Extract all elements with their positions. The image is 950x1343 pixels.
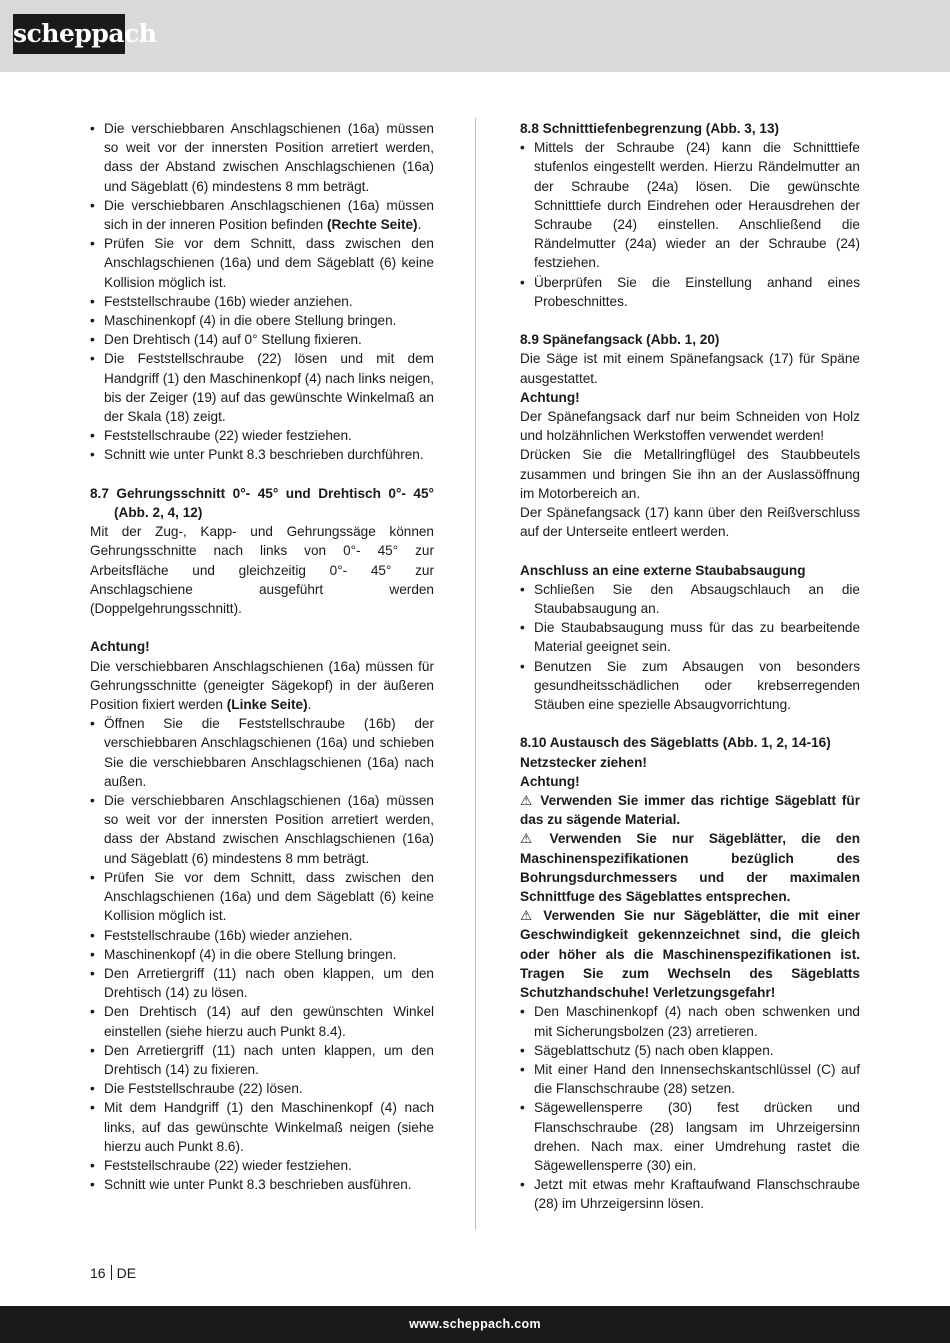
list-item: • Die verschiebbaren Anschlagschienen (16a) müssen so weit vor der innersten Position arretiert werden, dass der Abstand zwischen Anschlagschienen (16a) und Sägeblatt (6) mindestens 8 mm beträgt. bbox=[90, 791, 434, 868]
list-item: • Den Arretiergriff (11) nach unten klappen, um den Drehtisch (14) zu fixieren. bbox=[90, 1041, 434, 1079]
list-item: • Die verschiebbaren Anschlagschienen (16a) müssen so weit vor der innersten Position arretiert werden, dass der Abstand zwischen Anschlagschienen (16a) und Sägeblatt (6) mindestens 8 mm beträgt. bbox=[90, 119, 434, 196]
list-item: • Maschinenkopf (4) in die obere Stellung bringen. bbox=[90, 311, 434, 330]
left-column bbox=[90, 119, 434, 1194]
bullet-list-blade-change bbox=[520, 1002, 860, 1213]
list-item: • Die Feststellschraube (22) lösen und mit dem Handgriff (1) den Maschinenkopf (4) nach links neigen, bis der Zeiger (19) auf das gewünschte Winkelmaß an der Skala (18) zeigt. bbox=[90, 349, 434, 426]
list-item: • Mittels der Schraube (24) kann die Schnitttiefe stufenlos eingestellt werden. Hierzu Rändelmutter an der Schraube (24a) lösen. Die gewünschte Schnitttiefe durch Eindrehen oder Herausdrehen der Schraube (24) einstellen. Anschließend die Rändelmutter (24a) wieder an der Schraube (24) festziehen. bbox=[520, 138, 860, 272]
warning-label: Achtung! bbox=[90, 639, 150, 655]
list-item: • Benutzen Sie zum Absaugen von besonders gesundheitsschädlichen oder krebserregenden Stäuben eine spezielle Absaugvorrichtung. bbox=[520, 657, 860, 715]
list-item: • Feststellschraube (16b) wieder anziehen. bbox=[90, 926, 434, 945]
list-item: • Feststellschraube (16b) wieder anziehen. bbox=[90, 292, 434, 311]
list-item: • Mit dem Handgriff (1) den Maschinenkopf (4) nach links, auf das gewünschte Winkelmaß neigen (siehe hierzu auch Punkt 8.6). bbox=[90, 1098, 434, 1156]
warning-triangle-icon bbox=[520, 908, 543, 923]
list-item: • Feststellschraube (22) wieder festziehen. bbox=[90, 426, 434, 445]
list-item: • Überprüfen Sie die Einstellung anhand eines Probeschnittes. bbox=[520, 273, 860, 311]
list-item: • Mit einer Hand den Innensechskantschlüssel (C) auf die Flanschschraube (28) setzen. bbox=[520, 1060, 860, 1098]
bullet-list-dust-extraction bbox=[520, 580, 860, 714]
list-item: • Den Arretiergriff (11) nach oben klappen, um den Drehtisch (14) zu lösen. bbox=[90, 964, 434, 1002]
list-item: • Sägeblattschutz (5) nach oben klappen. bbox=[520, 1041, 860, 1060]
bullet-list-cut-depth bbox=[520, 138, 860, 311]
list-item: • Schnitt wie unter Punkt 8.3 beschrieben ausführen. bbox=[90, 1175, 434, 1194]
bullet-list-double-miter bbox=[90, 714, 434, 1194]
warning-label: Achtung! bbox=[520, 389, 580, 405]
section-heading-8-10: 8.10 Austausch des Sägeblatts (Abb. 1, 2, 14-16) bbox=[520, 735, 831, 751]
warning-item: ⚠ Verwenden Sie immer das richtige Sägeblatt für das zu sägende Material. bbox=[520, 791, 860, 829]
paragraph: Der Spänefangsack darf nur beim Schneiden von Holz und holzähnlichen Werkstoffen verwendet werden! bbox=[520, 409, 860, 444]
paragraph: Der Spänefangsack (17) kann über den Reißverschluss auf der Unterseite entleert werden. bbox=[520, 505, 860, 540]
paragraph: Drücken Sie die Metallringflügel des Staubbeutels zusammen und bringen Sie ihn an der Auslassöffnung im Motorbereich an. bbox=[520, 447, 860, 501]
list-item: • Den Maschinenkopf (4) nach oben schwenken und mit Sicherungsbolzen (23) arretieren. bbox=[520, 1002, 860, 1040]
list-item: • Prüfen Sie vor dem Schnitt, dass zwischen den Anschlagschienen (16a) und dem Sägeblatt (6) keine Kollision möglich ist. bbox=[90, 868, 434, 926]
list-item: • Prüfen Sie vor dem Schnitt, dass zwischen den Anschlagschienen (16a) und dem Sägeblatt (6) keine Kollision möglich ist. bbox=[90, 234, 434, 292]
section-heading-8-7: 8.7 Gehrungsschnitt 0°- 45° und Drehtisch 0°- 45° (Abb. 2, 4, 12) bbox=[90, 485, 434, 521]
warning-triangle-icon bbox=[520, 793, 540, 808]
section-heading-8-8: 8.8 Schnitttiefenbegrenzung (Abb. 3, 13) bbox=[520, 121, 780, 136]
list-item: • Schließen Sie den Absaugschlauch an die Staubabsaugung an. bbox=[520, 580, 860, 618]
bullet-list-fence-inner bbox=[90, 119, 434, 465]
section-heading-dust-extraction: Anschluss an eine externe Staubabsaugung bbox=[520, 562, 806, 578]
section-heading-8-9: 8.9 Spänefangsack (Abb. 1, 20) bbox=[520, 332, 720, 348]
list-item: • Die Feststellschraube (22) lösen. bbox=[90, 1079, 434, 1098]
paragraph: Mit der Zug-, Kapp- und Gehrungssäge können Gehrungsschnitte nach links von 0°- 45° zur Arbeitsfläche und gleichzeitig 0°- 45° zur Anschlagschiene ausgeführt werden (Doppelgehrungsschnitt). bbox=[90, 524, 434, 617]
paragraph: Die verschiebbaren Anschlagschienen (16a) müssen für Gehrungsschnitte (geneigter Sägekopf) in der äußeren Position fixiert werden (Linke Seite). bbox=[90, 658, 434, 713]
list-item: • Öffnen Sie die Feststellschraube (16b) der verschiebbaren Anschlagschienen (16a) und schieben Sie die verschiebbaren Anschlagschienen (16a) nach außen. bbox=[90, 714, 434, 791]
list-item: • Die verschiebbaren Anschlagschienen (16a) müssen sich in der inneren Position befinden (Rechte Seite). bbox=[90, 196, 434, 234]
warning-label: Achtung! bbox=[520, 773, 580, 789]
list-item: • Jetzt mit etwas mehr Kraftaufwand Flanschschraube (28) im Uhrzeigersinn lösen. bbox=[520, 1175, 860, 1213]
column-divider bbox=[475, 118, 476, 1230]
list-item: • Den Drehtisch (14) auf 0° Stellung fixieren. bbox=[90, 330, 434, 349]
website-link[interactable]: www.scheppach.com bbox=[409, 1317, 541, 1331]
warning-item: ⚠ Verwenden Sie nur Sägeblätter, die mit einer Geschwindigkeit gekennzeichnet sind, die gleich oder höher als die Maschinenspezifikationen ist. Tragen Sie zum Wechseln des Sägeblatts Schutzhandschuhe! Verletzungsgefahr! bbox=[520, 906, 860, 1002]
page-footer bbox=[0, 1306, 950, 1343]
list-item: • Den Drehtisch (14) auf den gewünschten Winkel einstellen (siehe hierzu auch Punkt 8.4). bbox=[90, 1002, 434, 1040]
list-item: • Sägewellensperre (30) fest drücken und Flanschschraube (28) langsam im Uhrzeigersinn drehen. Nach max. einer Umdrehung rastet die Sägewellensperre (30) ein. bbox=[520, 1098, 860, 1175]
list-item: • Maschinenkopf (4) in die obere Stellung bringen. bbox=[90, 945, 434, 964]
brand-logo: scheppach bbox=[13, 14, 125, 54]
warning-item: ⚠ Verwenden Sie nur Sägeblätter, die den Maschinenspezifikationen bezüglich des Bohrungsdurchmessers und der maximalen Schnittfuge des Sägeblattes entsprechen. bbox=[520, 829, 860, 906]
page-number: 16 DE bbox=[90, 1265, 137, 1281]
unplug-notice: Netzstecker ziehen! bbox=[520, 754, 647, 770]
list-item: • Die Staubabsaugung muss für das zu bearbeitende Material geeignet sein. bbox=[520, 618, 860, 656]
right-column bbox=[520, 119, 860, 1214]
list-item: • Schnitt wie unter Punkt 8.3 beschrieben durchführen. bbox=[90, 445, 434, 464]
list-item: • Feststellschraube (22) wieder festziehen. bbox=[90, 1156, 434, 1175]
page-header bbox=[0, 0, 950, 72]
warning-triangle-icon bbox=[520, 831, 550, 846]
paragraph: Die Säge ist mit einem Spänefangsack (17) für Späne ausgestattet. bbox=[520, 351, 860, 386]
